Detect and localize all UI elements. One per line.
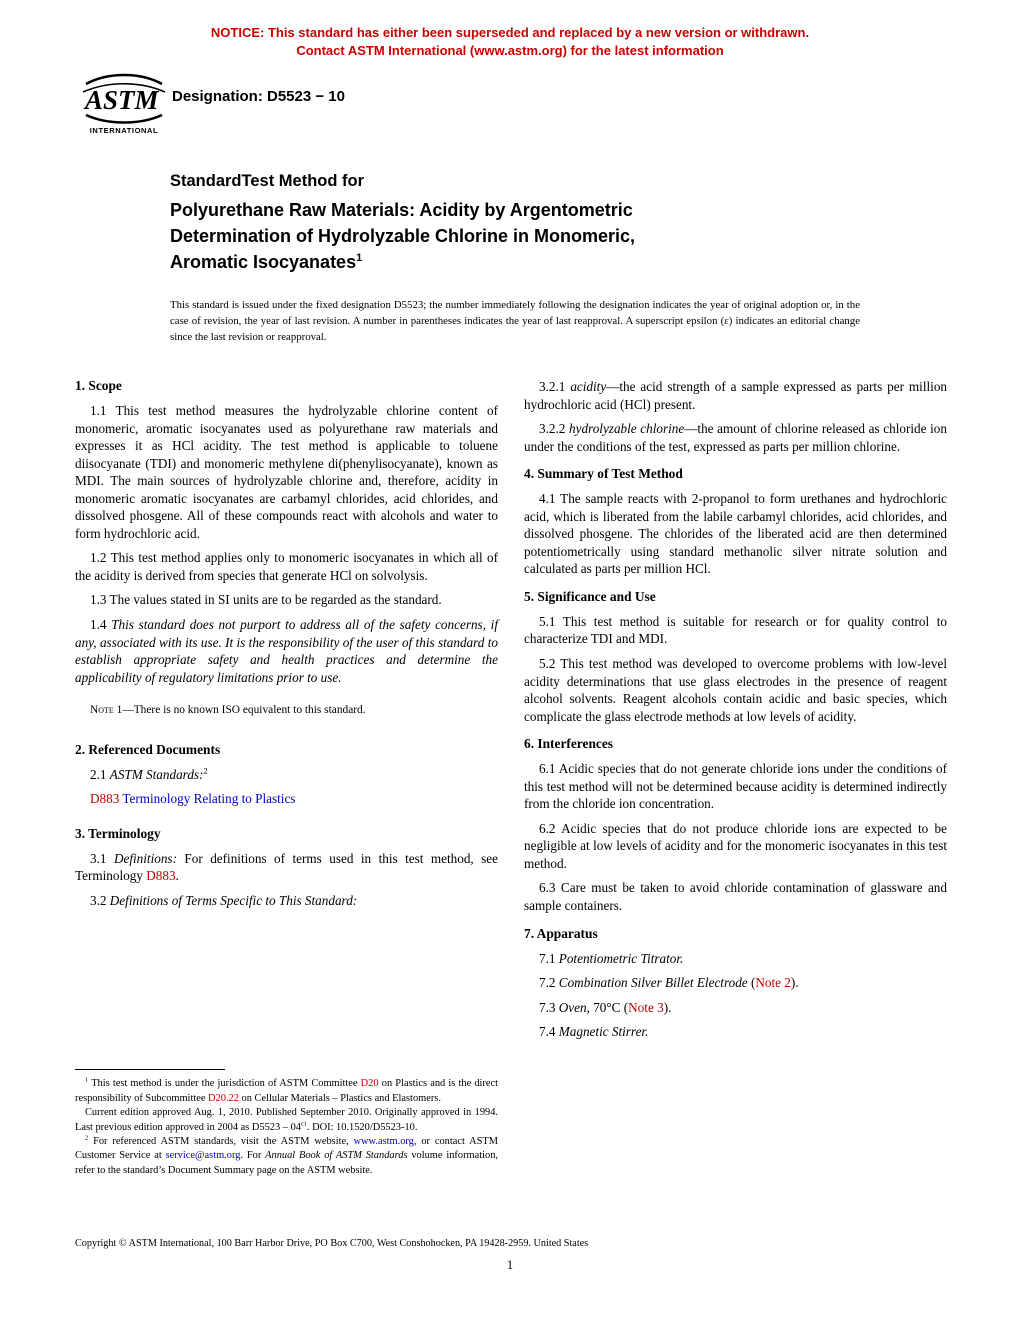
issuance-note: This standard is issued under the fixed designation D5523; the number immediately following the designation indicates the year of original adoption or, in the case of revision, the year of last revision. A number in parentheses indicates the year of last reapproval. A superscript epsilon (ε) indicates an editorial change since the last revision or reapproval. <box>170 299 860 344</box>
paragraph-1-2: 1.2 This test method applies only to monomeric isocyanates in which all of the acidity is derived from species that generate HCl on solvolysis. <box>75 550 498 583</box>
page-number: 1 <box>506 1258 514 1272</box>
paragraph-3-2-1: 3.2.1 acidity—the acid strength of a sample expressed as parts per million hydrochloric acid (HCl) present. <box>524 379 948 412</box>
paragraph-3-2: 3.2 Definitions of Terms Specific to This Standard: <box>90 892 358 908</box>
paragraph-1-1: 1.1 This test method measures the hydrolyzable chlorine content of monomeric, aromatic isocyanates used as polyurethane raw materials and expresses it as HCl acidity. The test method is applicable to toluene diisocyanate (TDI) and monomeric methylene di(phenylisocyanate), known as MDI. The main sources of hydrolyzable chlorine and, therefore, acidity in monomeric aromatic isocyanates are carbamyl chlorides, acid chlorides, and dissolved phosgene. All of these compounds react with alcohols and water to form hydrochloric acid. <box>75 403 498 541</box>
paragraph-1-3: 1.3 The values stated in SI units are to be regarded as the standard. <box>90 592 442 608</box>
d883-title-link[interactable]: Terminology Relating to Plastics <box>119 791 296 807</box>
paragraph-6-2: 6.2 Acidic species that do not produce chloride ions are expected to be negligible at low levels of acidity and for the monomeric isocyanates in this test method. <box>524 820 947 871</box>
paragraph-7-3: 7.3 Oven, 70°C (Note 3). <box>539 999 672 1015</box>
paragraph-6-1: 6.1 Acidic species that do not generate chloride ions under the conditions of this test method will not be determined because acidity is determined indirectly from the chloride ion concentration. <box>524 761 947 812</box>
service-email-link[interactable]: service@astm.org <box>165 1150 241 1162</box>
footnote-1: $^1$ This test method is under the jurisdiction of ASTM Committee D20 on Plastics and is the direct responsibility of Subcommittee D20.22 on Cellular Materials – Plastics and Elastomers. <box>75 1077 498 1104</box>
designation: Designation: D5523 − 10 <box>172 88 345 105</box>
paragraph-3-1: 3.1 Definitions: For definitions of terms used in this test method, see Terminology D883. <box>75 850 499 884</box>
paragraph-5-2: 5.2 This test method was developed to overcome problems with low-level acidity determinations that use glass electrodes in the presence of reagent alcohol solvents. Reagent alcohols contain acidic and basic species, which complicate the glass electrode methods at low levels of acidity. <box>524 656 947 724</box>
paragraph-1-4: 1.4 This standard does not purport to address all of the safety concerns, if any, associated with its use. It is the responsibility of the user of this standard to establish appropriate safety and health practices and determine the applicability of regulatory limitations prior to use. <box>75 617 499 685</box>
reference-d883 <box>75 790 498 808</box>
title-kicker: StandardTest Method for <box>170 172 365 190</box>
d20-link[interactable]: D20 <box>360 1078 379 1090</box>
title-line-2: Determination of Hydrolyzable Chlorine in Monomeric, <box>170 226 636 246</box>
note-2-link[interactable]: Note 2 <box>755 975 791 991</box>
paragraph-5-1: 5.1 This test method is suitable for research or for quality control to characterize TDI and MDI. <box>524 613 947 647</box>
footnote-2: $^2$ For referenced ASTM standards, visit the ASTM website, www.astm.org, or contact ASTM Customer Service at service@astm.org. For Annual Book of ASTM Standards volume information, refer to the standard’s Document Summary page on the ASTM website. <box>75 1134 498 1176</box>
footnotes <box>75 1069 498 1178</box>
title-line-1: Polyurethane Raw Materials: Acidity by Argentometric <box>170 200 633 220</box>
body-columns <box>75 378 947 1178</box>
section-5-heading: 5. Significance and Use <box>524 588 656 604</box>
footnote-1-edition: Current edition approved Aug. 1, 2010. Published September 2010. Originally approved in 1994. Last previous edition approved in 2004 as $D5523 - 04^{\varepsilon 1}$. DOI: 10.1520/D5523-10. <box>75 1107 498 1133</box>
left-column <box>75 378 498 1178</box>
section-3-heading: 3. Terminology <box>75 825 161 841</box>
paragraph-7-2: 7.2 Combination Silver Billet Electrode (Note 2). <box>539 975 799 991</box>
supersession-notice <box>0 24 1020 59</box>
title-line-3: Aromatic Isocyanates$^1$ <box>170 252 363 272</box>
paragraph-7-4: 7.4 Magnetic Stirrer. <box>539 1024 649 1040</box>
section-4-heading: 4. Summary of Test Method <box>524 466 683 482</box>
astm-logo <box>78 70 170 135</box>
note-1: Note 1—There is no known ISO equivalent to this standard. <box>90 704 366 717</box>
notice-line-2: Contact ASTM International (www.astm.org) for the latest information <box>296 42 724 58</box>
notice-line-1: NOTICE: This standard has either been superseded and replaced by a new version or withdrawn. <box>210 25 810 40</box>
section-7-heading: 7. Apparatus <box>524 925 598 941</box>
paragraph-6-3: 6.3 Care must be taken to avoid chloride contamination of glassware and sample containers. <box>524 880 947 914</box>
svg-text:ASTM: ASTM <box>85 85 159 115</box>
title-block <box>170 172 850 275</box>
paragraph-3-2-2: 3.2.2 hydrolyzable chlorine—the amount of chlorine released as chloride ion under the conditions of the test, expressed as parts per million chlorine. <box>524 421 947 454</box>
right-column <box>524 378 947 1178</box>
astm-logo-subtitle: INTERNATIONAL <box>89 126 159 135</box>
d883-inline-link[interactable]: D883 <box>146 868 176 884</box>
section-6-heading: 6. Interferences <box>524 736 613 752</box>
d883-code-link[interactable]: D883 <box>90 791 120 807</box>
paragraph-2-1: 2.1 ASTM Standards:$^2$ <box>90 766 208 782</box>
astm-logo-icon <box>80 70 168 124</box>
d20-22-link[interactable]: D20.22 <box>208 1092 239 1104</box>
section-2-heading: 2. Referenced Documents <box>75 741 221 757</box>
section-1-heading: 1. Scope <box>75 378 122 393</box>
copyright-line: Copyright © ASTM International, 100 Barr Harbor Drive, PO Box C700, West Conshohocken, PA 19428-2959. United States <box>75 1238 589 1249</box>
paragraph-4-1: 4.1 The sample reacts with 2-propanol to form urethanes and hydrochloric acid, which is liberated from the labile carbamyl chlorides, acid chlorides, and dissolved phosgene. The chlorides of the liberated acid are then determined potentiometrically using standard methanolic silver nitrate solution and calculated as parts per million HCl. <box>524 491 947 577</box>
footnote-rule <box>75 1069 225 1070</box>
note-3-link[interactable]: Note 3 <box>628 999 664 1015</box>
note-label: Note 1 <box>90 704 123 717</box>
paragraph-7-1: 7.1 Potentiometric Titrator. <box>539 950 684 966</box>
title-footnote-ref: 1 <box>356 252 363 264</box>
astm-website-link[interactable]: www.astm.org <box>353 1135 414 1147</box>
